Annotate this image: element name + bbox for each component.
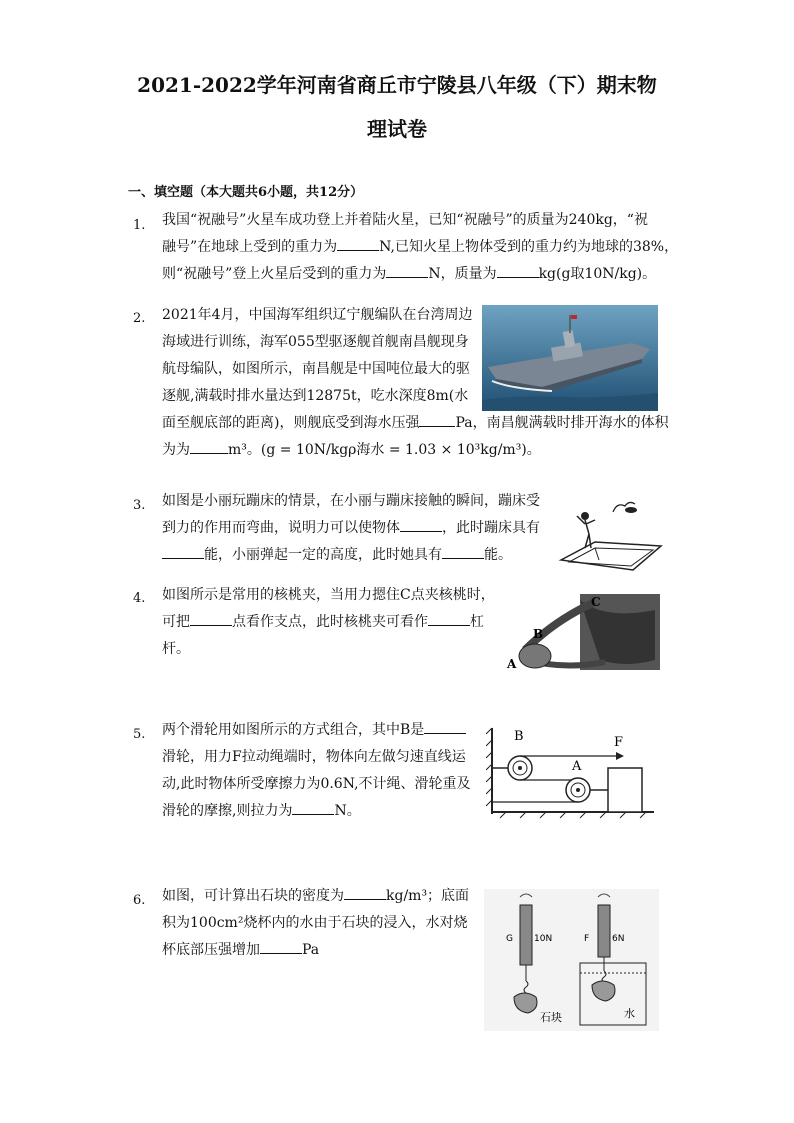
pulley-figure — [486, 722, 656, 822]
question-text: N。 — [334, 803, 361, 819]
page-title-line2: 理试卷 — [367, 117, 427, 141]
question-line — [162, 717, 471, 744]
question-text: 如图，可计算出石块的密度为 — [162, 888, 344, 904]
answer-blank[interactable] — [190, 439, 228, 454]
question-text: 能。 — [484, 547, 512, 563]
question-line — [162, 488, 540, 515]
question-text: 如图所示是常用的核桃夹，当用力摁住C点夹核桃时， — [162, 587, 495, 603]
label-c: C — [591, 595, 601, 609]
answer-blank[interactable] — [428, 611, 470, 626]
question-number: 3. — [133, 498, 146, 513]
question-text: Pa — [302, 942, 320, 958]
walnut-cracker-figure — [505, 590, 660, 680]
question-1 — [162, 207, 678, 288]
question-text: 融号”在地球上受到的重力为 — [162, 239, 338, 255]
question-line — [162, 937, 469, 964]
question-text: N,已知火星上物体受到的重力约为地球的38%， — [379, 239, 679, 255]
destroyer-photo — [482, 305, 658, 411]
question-line — [162, 515, 540, 542]
question-line — [162, 771, 471, 798]
label-f: F — [584, 934, 590, 944]
question-3 — [162, 488, 540, 569]
question-text: 2021年4月，中国海军组织辽宁舰编队在台湾周边 — [162, 307, 473, 323]
question-text: N，质量为 — [428, 266, 497, 282]
label-g-reading: 10N — [534, 934, 553, 944]
answer-blank[interactable] — [292, 800, 334, 815]
label-g: G — [506, 934, 513, 944]
question-text: 为为 — [162, 442, 190, 458]
question-line — [162, 910, 469, 937]
trampoline-figure — [555, 490, 665, 580]
page-title-line1: 2021-2022学年河南省商丘市宁陵县八年级（下）期末物 — [137, 73, 657, 97]
question-line — [162, 609, 495, 636]
question-line — [162, 883, 469, 910]
question-line — [162, 207, 678, 234]
question-text: 可把 — [162, 614, 190, 630]
question-text: 则“祝融号”登上火星后受到的重力为 — [162, 266, 387, 282]
answer-blank[interactable] — [497, 263, 539, 278]
answer-blank[interactable] — [442, 544, 484, 559]
question-text: 航母编队，如图所示，南昌舰是中国吨位最大的驱 — [162, 361, 470, 377]
question-text: 动,此时物体所受摩擦力为0.6N,不计绳、滑轮重及 — [162, 776, 471, 792]
question-text: m³。(g = 10N/kgρ海水 = 1.03 × 10³kg/m³)。 — [228, 442, 541, 458]
answer-blank[interactable] — [260, 939, 302, 954]
question-text: 能，小丽弹起一定的高度，此时她具有 — [204, 547, 442, 563]
question-text: ，此时蹦床具有 — [442, 520, 540, 536]
question-line — [162, 410, 669, 437]
question-text: 到力的作用而弯曲，说明力可以使物体 — [162, 520, 400, 536]
section-heading: 一、填空题（本大题共6小题，共12分） — [128, 185, 364, 200]
spring-scale-figure — [484, 889, 659, 1031]
answer-blank[interactable] — [386, 263, 428, 278]
question-text: 海域进行训练，海军055型驱逐舰首舰南昌舰现身 — [162, 334, 469, 350]
question-line — [162, 582, 495, 609]
question-line — [162, 437, 669, 464]
label-stone: 石块 — [540, 1011, 562, 1024]
label-pulley-a: A — [572, 759, 582, 774]
label-f-reading: 6N — [612, 934, 625, 944]
question-text: 如图是小丽玩蹦床的情景，在小丽与蹦床接触的瞬间，蹦床受 — [162, 493, 540, 509]
question-number: 5. — [133, 727, 146, 742]
question-text: 滑轮的摩擦,则拉力为 — [162, 803, 293, 819]
label-b: B — [533, 627, 544, 641]
question-text: kg/m³；底面 — [386, 888, 470, 904]
answer-blank[interactable] — [400, 517, 442, 532]
question-text: 杠 — [470, 614, 484, 630]
question-text: 积为100cm²烧杯内的水由于石块的浸入，水对烧 — [162, 915, 468, 931]
label-force-f: F — [614, 735, 624, 750]
question-number: 6. — [133, 893, 146, 908]
question-text: 滑轮，用力F拉动绳端时，物体向左做匀速直线运 — [162, 749, 466, 765]
label-water: 水 — [624, 1007, 635, 1020]
question-4 — [162, 582, 495, 663]
label-a: A — [507, 657, 517, 671]
question-number: 2. — [133, 311, 146, 326]
question-text: 两个滑轮用如图所示的方式组合，其中B是 — [162, 722, 425, 738]
question-text: Pa，南昌舰满载时排开海水的体积 — [455, 415, 669, 431]
question-line — [162, 798, 471, 825]
answer-blank[interactable] — [344, 885, 386, 900]
question-text: 面至舰底部的距离)，则舰底受到海水压强 — [162, 415, 420, 431]
question-text: 逐舰,满载时排水量达到12875t，吃水深度8m(水 — [162, 388, 469, 404]
answer-blank[interactable] — [190, 611, 232, 626]
question-text: 杯底部压强增加 — [162, 942, 260, 958]
question-5 — [162, 717, 471, 825]
question-text: 我国“祝融号”火星车成功登上并着陆火星，已知“祝融号”的质量为240kg，“祝 — [162, 212, 648, 228]
question-line — [162, 744, 471, 771]
question-line — [162, 542, 540, 569]
question-line — [162, 234, 678, 261]
question-text: 点看作支点，此时核桃夹可看作 — [232, 614, 428, 630]
question-text: kg(g取10N/kg)。 — [538, 266, 657, 282]
question-number: 1. — [133, 218, 146, 233]
question-line — [162, 636, 495, 663]
question-number: 4. — [133, 591, 146, 606]
answer-blank[interactable] — [162, 544, 204, 559]
answer-blank[interactable] — [424, 719, 466, 734]
question-line — [162, 261, 678, 288]
answer-blank[interactable] — [419, 412, 455, 427]
answer-blank[interactable] — [337, 236, 379, 251]
label-pulley-b: B — [514, 729, 524, 744]
question-text: 杆。 — [162, 641, 190, 657]
question-6 — [162, 883, 469, 964]
